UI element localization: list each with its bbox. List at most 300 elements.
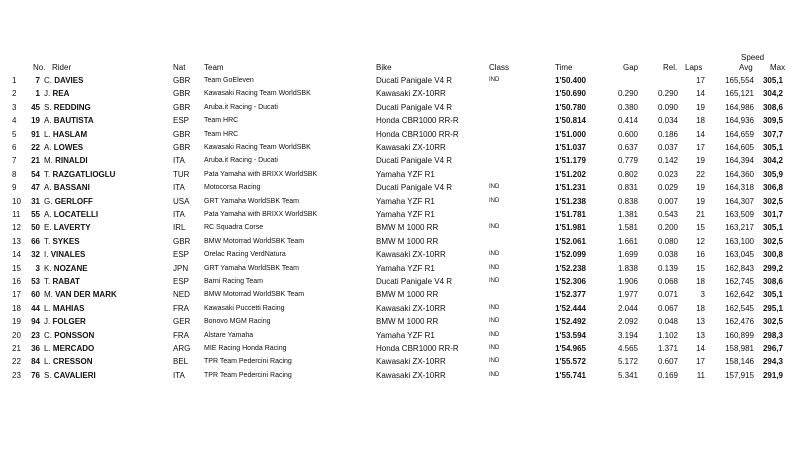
row-avg-speed: 164,360 bbox=[725, 169, 754, 179]
row-avg-speed: 157,915 bbox=[725, 370, 754, 380]
row-rel: 0.038 bbox=[657, 250, 678, 260]
row-time: 1'51.981 bbox=[555, 223, 586, 233]
row-position: 3 bbox=[12, 102, 17, 112]
row-position: 16 bbox=[12, 277, 21, 286]
table-row bbox=[0, 181, 810, 194]
row-team: Bonovo MGM Racing bbox=[204, 318, 271, 326]
row-avg-speed: 162,745 bbox=[725, 277, 754, 286]
row-max-speed: 305,1 bbox=[762, 76, 783, 85]
row-gap: 0.414 bbox=[617, 116, 638, 126]
row-avg-speed: 160,899 bbox=[725, 330, 754, 340]
row-position: 20 bbox=[12, 330, 21, 340]
row-nationality: ITA bbox=[173, 183, 185, 193]
row-bike: Ducati Panigale V4 R bbox=[376, 183, 453, 193]
row-team: TPR Team Pedercini Racing bbox=[204, 358, 292, 366]
row-nationality: TUR bbox=[173, 169, 190, 179]
row-laps: 18 bbox=[696, 277, 705, 286]
row-max-speed: 291,9 bbox=[762, 370, 783, 380]
row-bike: Yamaha YZF R1 bbox=[376, 196, 435, 206]
row-max-speed: 299,2 bbox=[762, 263, 783, 273]
row-avg-speed: 162,843 bbox=[725, 263, 754, 273]
row-avg-speed: 164,986 bbox=[725, 102, 754, 112]
row-position: 11 bbox=[12, 210, 21, 219]
row-rider bbox=[44, 101, 91, 114]
row-time: 1'52.377 bbox=[555, 290, 586, 300]
row-max-speed: 306,8 bbox=[762, 183, 783, 193]
header-nat: Nat bbox=[173, 63, 186, 72]
row-laps: 15 bbox=[696, 263, 705, 273]
row-bike: Honda CBR1000 RR-R bbox=[376, 129, 459, 139]
row-laps: 11 bbox=[696, 370, 705, 380]
row-laps: 17 bbox=[696, 357, 705, 367]
row-time: 1'55.572 bbox=[555, 357, 586, 367]
row-nationality: FRA bbox=[173, 330, 189, 340]
row-rider bbox=[44, 302, 84, 315]
row-rider-number: 7 bbox=[35, 76, 40, 85]
row-avg-speed: 164,936 bbox=[725, 116, 754, 126]
row-team: Alstare Yamaha bbox=[204, 331, 254, 339]
row-rel: 0.186 bbox=[657, 129, 678, 139]
row-class: IND bbox=[489, 224, 500, 231]
row-nationality: NED bbox=[173, 290, 190, 300]
row-rider-name: MERCADO bbox=[52, 344, 95, 353]
row-position: 23 bbox=[12, 370, 21, 380]
row-nationality: IRL bbox=[173, 223, 186, 233]
row-bike: Ducati Panigale V4 R bbox=[376, 277, 453, 286]
row-rider-initial: L. bbox=[44, 357, 51, 367]
row-nationality: GBR bbox=[173, 129, 191, 139]
row-team: Motocorsa Racing bbox=[204, 184, 261, 192]
row-rider bbox=[44, 235, 80, 248]
table-row bbox=[0, 369, 810, 382]
row-team: Team HRC bbox=[204, 117, 239, 125]
row-max-speed: 302,5 bbox=[762, 196, 783, 206]
row-rider bbox=[44, 168, 115, 181]
row-rider-number: 55 bbox=[31, 210, 40, 219]
row-max-speed: 304,2 bbox=[762, 89, 783, 99]
table-row bbox=[0, 315, 810, 328]
row-time: 1'51.000 bbox=[555, 129, 586, 139]
row-avg-speed: 164,659 bbox=[725, 129, 754, 139]
row-rider-name: BASSANI bbox=[53, 183, 90, 193]
row-team: BMW Motorrad WorldSBK Team bbox=[204, 291, 305, 299]
row-rel: 0.607 bbox=[657, 357, 678, 367]
row-rider-initial: K. bbox=[44, 263, 52, 273]
row-rider-number: 91 bbox=[31, 129, 40, 139]
row-avg-speed: 162,545 bbox=[725, 303, 754, 313]
row-gap: 0.831 bbox=[617, 183, 638, 193]
row-laps: 22 bbox=[696, 169, 705, 179]
row-laps: 13 bbox=[696, 330, 705, 340]
row-rel: 0.543 bbox=[657, 210, 678, 219]
row-laps: 19 bbox=[696, 102, 705, 112]
row-rider-number: 31 bbox=[31, 196, 40, 206]
header-rel: Rel. bbox=[663, 63, 678, 72]
row-rider bbox=[44, 329, 94, 342]
row-position: 10 bbox=[12, 196, 21, 206]
table-row bbox=[0, 275, 810, 288]
row-position: 19 bbox=[12, 317, 21, 327]
row-rider-number: 50 bbox=[31, 223, 40, 233]
row-gap: 2.092 bbox=[617, 317, 638, 327]
row-class: IND bbox=[489, 77, 500, 83]
row-rider bbox=[44, 288, 117, 301]
row-max-speed: 302,5 bbox=[762, 236, 783, 246]
row-rider-name: RINALDI bbox=[55, 156, 88, 166]
row-rider-initial: T. bbox=[44, 169, 51, 179]
header-rider: Rider bbox=[52, 63, 72, 72]
row-time: 1'52.306 bbox=[555, 277, 586, 286]
table-row bbox=[0, 221, 810, 234]
row-position: 6 bbox=[12, 143, 17, 152]
table-row bbox=[0, 195, 810, 208]
row-rider-name: PONSSON bbox=[54, 330, 95, 340]
row-rider-name: DAVIES bbox=[54, 76, 84, 85]
row-laps: 18 bbox=[696, 303, 705, 313]
row-bike: Kawasaki ZX-10RR bbox=[376, 303, 446, 313]
row-rider-initial: A. bbox=[44, 210, 52, 219]
row-nationality: ESP bbox=[173, 277, 190, 286]
row-position: 12 bbox=[12, 223, 21, 233]
header-gap: Gap bbox=[623, 63, 639, 72]
row-bike: Honda CBR1000 RR-R bbox=[376, 344, 459, 353]
row-rider-name: REDDING bbox=[53, 102, 91, 112]
row-rel: 0.290 bbox=[657, 89, 678, 99]
row-avg-speed: 164,394 bbox=[725, 156, 754, 166]
row-time: 1'51.238 bbox=[555, 196, 586, 206]
row-rel: 0.200 bbox=[657, 223, 678, 233]
row-rider bbox=[44, 87, 69, 100]
row-bike: Yamaha YZF R1 bbox=[376, 330, 435, 340]
row-rider bbox=[44, 114, 94, 127]
row-nationality: GBR bbox=[173, 102, 191, 112]
row-rel: 1.371 bbox=[657, 344, 678, 353]
row-rider-initial: A. bbox=[44, 116, 52, 126]
row-rel: 0.048 bbox=[657, 317, 678, 327]
table-row bbox=[0, 101, 810, 114]
row-position: 5 bbox=[12, 129, 17, 139]
row-rider-number: 66 bbox=[31, 236, 40, 246]
header-class: Class bbox=[489, 63, 510, 72]
row-team: Aruba.it Racing - Ducati bbox=[204, 103, 278, 111]
table-row bbox=[0, 302, 810, 315]
row-rider-number: 22 bbox=[31, 143, 40, 152]
row-avg-speed: 158,146 bbox=[725, 357, 754, 367]
row-avg-speed: 163,509 bbox=[725, 210, 754, 219]
row-rider bbox=[44, 74, 83, 87]
row-avg-speed: 164,605 bbox=[725, 143, 754, 152]
row-nationality: JPN bbox=[173, 263, 189, 273]
row-position: 18 bbox=[12, 303, 21, 313]
row-team: MIE Racing Honda Racing bbox=[204, 345, 287, 352]
row-team: Aruba.it Racing - Ducati bbox=[204, 157, 278, 165]
row-rider bbox=[44, 369, 96, 382]
header-no: No. bbox=[33, 63, 46, 72]
row-rider-initial: A. bbox=[44, 143, 52, 152]
table-row bbox=[0, 74, 810, 87]
row-rider-initial: G. bbox=[44, 196, 53, 206]
row-rider bbox=[44, 355, 92, 368]
row-rel: 0.142 bbox=[657, 156, 678, 166]
row-position: 14 bbox=[12, 250, 21, 260]
row-rider-number: 36 bbox=[31, 344, 40, 353]
table-row bbox=[0, 208, 810, 221]
row-bike: Yamaha YZF R1 bbox=[376, 263, 435, 273]
row-team: Kawasaki Racing Team WorldSBK bbox=[204, 90, 311, 98]
row-rider-number: 47 bbox=[31, 183, 40, 193]
row-gap: 0.802 bbox=[617, 169, 638, 179]
row-rider-number: 60 bbox=[31, 290, 40, 300]
row-position: 2 bbox=[12, 89, 17, 99]
row-team: GRT Yamaha WorldSBK Team bbox=[204, 197, 299, 205]
row-team: Team HRC bbox=[204, 130, 239, 138]
row-gap: 1.581 bbox=[617, 223, 638, 233]
row-laps: 3 bbox=[700, 290, 705, 300]
row-class: IND bbox=[489, 304, 500, 311]
row-bike: Kawasaki ZX-10RR bbox=[376, 250, 446, 260]
row-max-speed: 294,3 bbox=[762, 357, 783, 367]
table-row bbox=[0, 355, 810, 368]
row-rider bbox=[44, 248, 85, 261]
row-bike: Honda CBR1000 RR-R bbox=[376, 116, 459, 126]
row-class: IND bbox=[489, 345, 500, 351]
row-nationality: GER bbox=[173, 317, 191, 327]
row-rider-name: FOLGER bbox=[52, 317, 86, 327]
row-max-speed: 305,1 bbox=[762, 143, 783, 152]
row-nationality: GBR bbox=[173, 236, 191, 246]
row-rider bbox=[44, 195, 93, 208]
table-row bbox=[0, 114, 810, 127]
table-row bbox=[0, 288, 810, 301]
row-rider-name: VAN DER MARK bbox=[55, 290, 117, 300]
row-rider-number: 21 bbox=[31, 156, 40, 166]
row-max-speed: 304,2 bbox=[762, 156, 783, 166]
row-avg-speed: 165,121 bbox=[725, 89, 754, 99]
row-gap: 0.637 bbox=[617, 143, 638, 152]
row-rider-number: 1 bbox=[35, 89, 40, 99]
table-row bbox=[0, 262, 810, 275]
row-rider-name: LOCATELLI bbox=[53, 210, 99, 219]
row-position: 4 bbox=[12, 116, 17, 126]
row-class: IND bbox=[489, 264, 500, 271]
row-gap: 1.661 bbox=[617, 236, 638, 246]
row-rel: 0.080 bbox=[657, 236, 678, 246]
table-row bbox=[0, 141, 810, 154]
row-position: 21 bbox=[12, 344, 21, 353]
row-position: 22 bbox=[12, 357, 21, 367]
row-nationality: GBR bbox=[173, 76, 191, 85]
row-rider bbox=[44, 154, 88, 167]
row-rel: 0.071 bbox=[657, 290, 678, 300]
row-position: 15 bbox=[12, 263, 21, 273]
row-max-speed: 308,6 bbox=[762, 277, 783, 286]
row-avg-speed: 164,318 bbox=[725, 183, 754, 193]
table-row bbox=[0, 128, 810, 141]
row-rel: 0.169 bbox=[657, 370, 678, 380]
row-nationality: GBR bbox=[173, 89, 191, 99]
row-avg-speed: 165,554 bbox=[725, 76, 754, 85]
row-class: IND bbox=[489, 358, 500, 365]
row-rider-initial: M. bbox=[44, 156, 53, 166]
row-laps: 14 bbox=[696, 129, 705, 139]
row-avg-speed: 162,642 bbox=[725, 290, 754, 300]
row-rel: 0.139 bbox=[657, 263, 678, 273]
row-rider-name: RAZGATLIOGLU bbox=[52, 169, 116, 179]
row-rider-initial: C. bbox=[44, 76, 52, 85]
row-rider-name: LOWES bbox=[53, 143, 84, 152]
row-time: 1'52.492 bbox=[555, 317, 586, 327]
row-class: IND bbox=[489, 318, 500, 325]
row-bike: Ducati Panigale V4 R bbox=[376, 76, 453, 85]
row-position: 17 bbox=[12, 290, 21, 300]
row-gap: 5.172 bbox=[617, 357, 638, 367]
row-laps: 14 bbox=[696, 89, 705, 99]
row-max-speed: 309,5 bbox=[762, 116, 783, 126]
row-time: 1'52.099 bbox=[555, 250, 586, 260]
row-gap: 0.600 bbox=[617, 129, 638, 139]
row-rider-initial: M. bbox=[44, 290, 53, 300]
row-rel: 0.037 bbox=[657, 143, 678, 152]
row-rider-name: MAHIAS bbox=[52, 303, 85, 313]
row-bike: Kawasaki ZX-10RR bbox=[376, 357, 446, 367]
row-time: 1'55.741 bbox=[555, 370, 586, 380]
row-bike: Kawasaki ZX-10RR bbox=[376, 143, 446, 152]
row-laps: 15 bbox=[696, 223, 705, 233]
row-rider-initial: L. bbox=[44, 344, 51, 353]
row-max-speed: 295,1 bbox=[762, 303, 783, 313]
row-time: 1'51.179 bbox=[555, 156, 586, 166]
row-rel: 0.090 bbox=[657, 102, 678, 112]
row-class: IND bbox=[489, 371, 500, 378]
row-laps: 19 bbox=[696, 196, 705, 206]
row-team: BMW Motorrad WorldSBK Team bbox=[204, 237, 305, 245]
row-laps: 16 bbox=[696, 250, 705, 260]
table-row bbox=[0, 342, 810, 355]
row-rel: 0.007 bbox=[657, 196, 678, 206]
row-gap: 5.341 bbox=[617, 370, 638, 380]
row-rider-initial: E. bbox=[44, 223, 52, 233]
row-rider bbox=[44, 141, 83, 154]
row-gap: 4.565 bbox=[617, 344, 638, 353]
row-time: 1'51.202 bbox=[555, 169, 586, 179]
row-team: Barni Racing Team bbox=[204, 278, 264, 285]
table-row bbox=[0, 235, 810, 248]
row-rider-name: GERLOFF bbox=[54, 196, 93, 206]
header-team: Team bbox=[204, 63, 224, 72]
row-rider-number: 94 bbox=[31, 317, 40, 327]
header-speed: Speed bbox=[741, 53, 765, 62]
row-rider bbox=[44, 221, 91, 234]
row-time: 1'50.780 bbox=[555, 102, 586, 112]
row-class: IND bbox=[489, 184, 500, 191]
row-laps: 18 bbox=[696, 116, 705, 126]
row-laps: 14 bbox=[696, 344, 705, 353]
table-row bbox=[0, 168, 810, 181]
row-nationality: FRA bbox=[173, 303, 189, 313]
row-rel: 0.023 bbox=[657, 169, 678, 179]
row-nationality: ARG bbox=[173, 344, 191, 353]
row-avg-speed: 163,045 bbox=[725, 250, 754, 260]
row-max-speed: 296,7 bbox=[762, 344, 783, 353]
header-avg: Avg bbox=[739, 63, 753, 72]
header-bike: Bike bbox=[376, 63, 392, 72]
row-gap: 1.381 bbox=[617, 210, 638, 219]
row-rider-number: 19 bbox=[31, 116, 40, 126]
row-time: 1'52.444 bbox=[555, 303, 586, 313]
row-gap: 1.838 bbox=[617, 263, 638, 273]
row-rider-name: SYKES bbox=[52, 236, 80, 246]
row-class: IND bbox=[489, 331, 500, 338]
row-time: 1'50.814 bbox=[555, 116, 586, 126]
row-laps: 13 bbox=[696, 317, 705, 327]
row-rel: 1.102 bbox=[657, 330, 678, 340]
row-nationality: ITA bbox=[173, 370, 185, 380]
row-rel: 0.029 bbox=[657, 183, 678, 193]
row-position: 8 bbox=[12, 169, 17, 179]
row-rider-number: 44 bbox=[31, 303, 40, 313]
row-rider-initial: S. bbox=[44, 370, 52, 380]
table-row bbox=[0, 87, 810, 100]
row-rider bbox=[44, 262, 88, 275]
row-class: IND bbox=[489, 278, 500, 284]
row-rider bbox=[44, 275, 80, 288]
row-gap: 1.699 bbox=[617, 250, 638, 260]
row-max-speed: 305,9 bbox=[762, 169, 783, 179]
row-nationality: USA bbox=[173, 196, 190, 206]
row-gap: 3.194 bbox=[617, 330, 638, 340]
row-team: GRT Yamaha WorldSBK Team bbox=[204, 264, 299, 272]
row-gap: 2.044 bbox=[617, 303, 638, 313]
row-rider-number: 3 bbox=[35, 263, 40, 273]
row-time: 1'51.037 bbox=[555, 143, 586, 152]
row-team: Kawasaki Racing Team WorldSBK bbox=[204, 144, 311, 151]
row-avg-speed: 158,981 bbox=[725, 344, 754, 353]
row-rider-name: REA bbox=[52, 89, 70, 99]
row-rider-initial: C. bbox=[44, 330, 52, 340]
row-time: 1'50.400 bbox=[555, 76, 586, 85]
row-class: IND bbox=[489, 251, 500, 258]
row-rider-number: 45 bbox=[31, 102, 40, 112]
row-bike: Yamaha YZF R1 bbox=[376, 210, 435, 219]
header-max: Max bbox=[770, 63, 786, 72]
row-team: Pata Yamaha with BRIXX WorldSBK bbox=[204, 211, 318, 218]
row-rider-initial: I. bbox=[44, 250, 49, 260]
row-position: 13 bbox=[12, 236, 21, 246]
row-bike: BMW M 1000 RR bbox=[376, 223, 439, 233]
row-position: 7 bbox=[12, 156, 17, 166]
row-max-speed: 307,7 bbox=[762, 129, 783, 139]
row-laps: 21 bbox=[696, 210, 705, 219]
row-rider bbox=[44, 208, 98, 221]
row-rider-number: 84 bbox=[31, 357, 40, 367]
row-max-speed: 301,7 bbox=[762, 210, 783, 219]
row-rider-initial: A. bbox=[44, 183, 52, 193]
row-bike: BMW M 1000 RR bbox=[376, 290, 439, 300]
table-row bbox=[0, 154, 810, 167]
row-gap: 1.977 bbox=[617, 290, 638, 300]
row-team: Orelac Racing VerdNatura bbox=[204, 251, 286, 259]
row-rider-initial: L. bbox=[44, 129, 51, 139]
row-rider-name: NOZANE bbox=[53, 263, 88, 273]
row-nationality: ESP bbox=[173, 116, 190, 126]
row-position: 9 bbox=[12, 183, 17, 193]
row-nationality: ITA bbox=[173, 210, 185, 219]
row-bike: Kawasaki ZX-10RR bbox=[376, 370, 446, 380]
row-rider-initial: L. bbox=[44, 303, 51, 313]
row-time: 1'51.231 bbox=[555, 183, 586, 193]
row-bike: Ducati Panigale V4 R bbox=[376, 102, 453, 112]
row-rider bbox=[44, 181, 90, 194]
